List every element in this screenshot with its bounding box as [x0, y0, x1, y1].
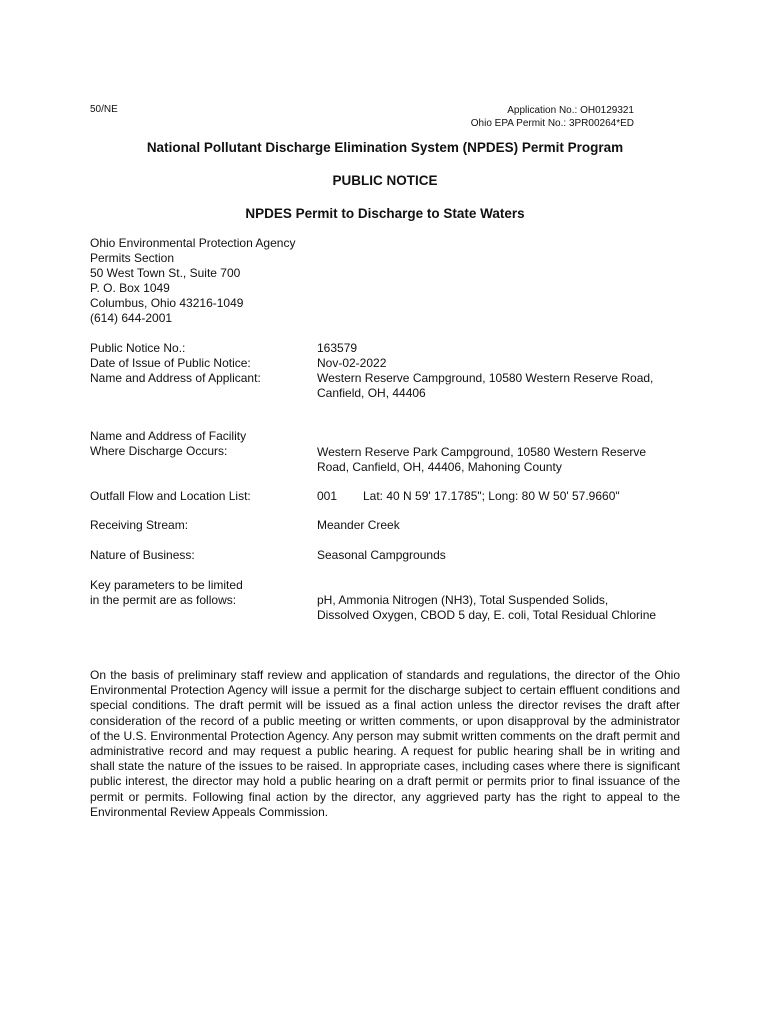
parameters-label-line1: Key parameters to be limited [90, 578, 243, 592]
outfall-location: Lat: 40 N 59' 17.1785"; Long: 80 W 50' 57.9660" [363, 489, 620, 503]
facility-address-line1: Western Reserve Park Campground, 10580 Western Reserve [317, 445, 647, 459]
application-header [471, 104, 634, 130]
notice-info-values [317, 341, 687, 401]
receiving-stream-label: Receiving Stream: [90, 518, 189, 532]
parameters-label [90, 578, 310, 608]
parameters-label-line2: in the permit are as follows: [90, 593, 237, 607]
program-title: National Pollutant Discharge Elimination System (NPDES) Permit Program [146, 140, 624, 155]
facility-label [90, 429, 310, 459]
parameters-value-line1: pH, Ammonia Nitrogen (NH3), Total Suspended Solids, [317, 593, 609, 607]
agency-name: Ohio Environmental Protection Agency [90, 236, 296, 250]
permit-type-title: NPDES Permit to Discharge to State Waters [245, 206, 525, 221]
notice-body-paragraph: On the basis of preliminary staff review and application of standards and regulations, the director of the Ohio Environmental Protection Agency will issue a permit for the discharge subject to certain effluent conditions and special conditions. The draft permit will be issued as a final action unless the director revises the draft after consideration of the record of a public meeting or written comments, or upon disapproval by the administrator of the U.S. Environmental Protection Agency. Any person may submit written comments on the draft permit and administrative record and may request a public hearing. A request for public hearing shall be in writing and shall state the nature of the issues to be raised. In appropriate cases, including cases where there is significant public interest, the director may hold a public hearing on a draft permit or permits prior to final issuance of the permit or permits. Following final action by the director, any aggrieved party has the right to appeal to the Environmental Review Appeals Commission. [90, 668, 680, 819]
application-number: Application No.: OH0129321 [507, 105, 634, 116]
applicant-address-line1: Western Reserve Campground, 10580 Western Reserve Road, [317, 371, 654, 385]
facility-address-line2: Road, Canfield, OH, 44406, Mahoning County [317, 460, 562, 474]
agency-street: 50 West Town St., Suite 700 [90, 266, 241, 280]
permit-number: Ohio EPA Permit No.: 3PR00264*ED [470, 118, 634, 129]
district-code: 50/NE [90, 104, 118, 115]
applicant-label: Name and Address of Applicant: [90, 371, 261, 385]
business-value: Seasonal Campgrounds [317, 548, 446, 562]
outfall-value [317, 489, 687, 504]
facility-label-line2: Where Discharge Occurs: [90, 444, 228, 458]
notice-info-labels [90, 341, 310, 386]
outfall-number: 001 [317, 489, 338, 503]
agency-section: Permits Section [90, 251, 175, 265]
parameters-value [317, 593, 687, 623]
receiving-stream-value: Meander Creek [317, 518, 400, 532]
facility-address [317, 445, 687, 475]
outfall-label: Outfall Flow and Location List: [90, 489, 251, 503]
agency-address-block [90, 236, 295, 326]
applicant-address-line2: Canfield, OH, 44406 [317, 386, 426, 400]
notice-title: PUBLIC NOTICE [332, 173, 438, 188]
business-label: Nature of Business: [90, 548, 195, 562]
parameters-value-line2: Dissolved Oxygen, CBOD 5 day, E. coli, Total Residual Chlorine [317, 608, 657, 622]
agency-po-box: P. O. Box 1049 [90, 281, 170, 295]
public-notice-no-label: Public Notice No.: [90, 341, 186, 355]
date-of-issue-value: Nov-02-2022 [317, 356, 387, 370]
agency-city: Columbus, Ohio 43216-1049 [90, 296, 244, 310]
public-notice-no-value: 163579 [317, 341, 358, 355]
date-of-issue-label: Date of Issue of Public Notice: [90, 356, 251, 370]
facility-label-line1: Name and Address of Facility [90, 429, 247, 443]
agency-phone: (614) 644-2001 [90, 311, 173, 325]
